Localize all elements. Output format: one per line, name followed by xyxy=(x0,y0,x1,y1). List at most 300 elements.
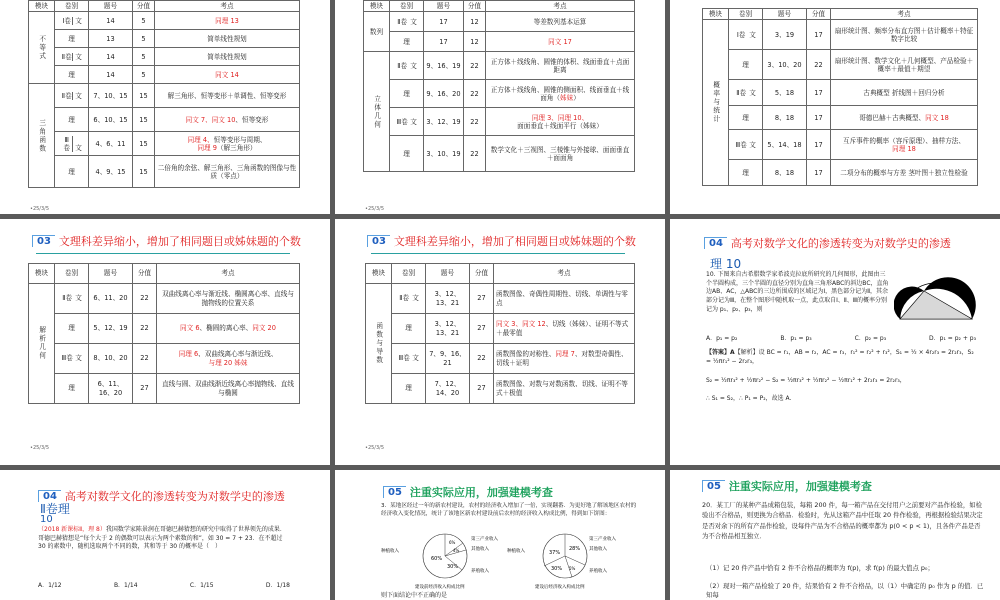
section-number-badge: 05 xyxy=(702,480,725,492)
vol-cell: 文 xyxy=(75,294,82,303)
header-volume: 卷别 xyxy=(729,9,763,20)
exam-table-sequence-solid xyxy=(363,0,635,172)
slide-header xyxy=(38,488,285,504)
number-cell: 14 xyxy=(89,12,133,30)
header-volume: 卷别 xyxy=(392,264,426,284)
pie2-value-tertiary: 28% xyxy=(569,546,581,552)
point-cell: 函数图像、奇偶性周期性、切线、单调性与零点 xyxy=(494,284,635,314)
header-number: 题号 xyxy=(424,1,464,12)
pie1-value-tertiary: 6% xyxy=(449,540,456,545)
vol-cell: 理 xyxy=(729,50,763,80)
point-red-text: 同理 18 xyxy=(892,144,916,153)
vol-cell: 理 xyxy=(392,374,426,404)
number-cell: 8、18 xyxy=(763,106,807,130)
exam-table-function-derivative xyxy=(365,263,635,404)
number-cell: 3、12、19 xyxy=(424,108,464,136)
module-cell: 三角函数 xyxy=(29,84,55,188)
score-cell: 15 xyxy=(133,132,155,156)
title-divider xyxy=(371,253,625,254)
table-row xyxy=(703,50,978,80)
table-row xyxy=(364,12,635,32)
table-row xyxy=(29,156,300,188)
vol-cell: 文 xyxy=(410,17,417,26)
question-prompt: 则下面结论中不正确的是 xyxy=(381,592,448,599)
point-text: 函数图像的对称性、 xyxy=(496,350,556,359)
number-cell: 7、9、16、21 xyxy=(426,344,470,374)
slide-header xyxy=(702,478,872,494)
question-tag: Ⅱ卷理 xyxy=(40,502,70,516)
section-number-badge: 04 xyxy=(38,490,61,502)
pie2-label-breeding: 养殖收入 xyxy=(589,569,607,574)
vol-label: Ⅱ卷 xyxy=(736,88,747,97)
score-cell: 22 xyxy=(464,108,486,136)
vol-cell: 文 xyxy=(412,354,419,363)
score-cell: 17 xyxy=(807,80,831,106)
point-text: 面面垂直＋线面平行（姊妹） xyxy=(517,121,603,130)
table-row xyxy=(703,106,978,130)
pie2-label-other: 其他收入 xyxy=(589,547,607,552)
number-cell: 3、12、13、21 xyxy=(426,314,470,344)
vol-label: Ⅰ卷 xyxy=(736,30,746,39)
table-row xyxy=(29,84,300,108)
table-header-row xyxy=(364,1,635,12)
point-text: 恒等变形与周期、 xyxy=(213,135,267,144)
score-cell: 22 xyxy=(470,344,494,374)
slide-title: 高考对数学文化的渗透转变为对数学史的渗透 xyxy=(730,237,951,250)
table-row xyxy=(29,48,300,66)
point-cell: 简单线性规划 xyxy=(155,48,300,66)
score-cell: 5 xyxy=(133,66,155,84)
question-part-1: （1）记 20 件产品中恰有 2 件不合格品的概率为 f(p)，求 f(p) 的最大值点 p₀； xyxy=(706,564,934,572)
vol-cell: 理 xyxy=(390,32,424,52)
point-text: 哥德巴赫＋古典概型、 xyxy=(859,113,926,122)
table-row xyxy=(703,80,978,106)
pie1-label-tertiary: 第三产业收入 xyxy=(471,537,498,542)
header-score: 分值 xyxy=(470,264,494,284)
number-cell: 5、14、18 xyxy=(763,130,807,160)
table-row xyxy=(364,32,635,52)
point-text: 、对数型奇偶性、切线＋证明 xyxy=(496,350,628,367)
vol-cell: 文 xyxy=(749,140,756,149)
score-cell: 27 xyxy=(470,284,494,314)
point-cell: 正方体＋线线角、圆锥的体积、线面垂直＋点面距离 xyxy=(486,52,635,80)
vol-cell: 文 xyxy=(75,16,82,25)
pie1-label-other: 其他收入 xyxy=(471,547,489,552)
vol-cell: 文 xyxy=(412,294,419,303)
table-row xyxy=(364,52,635,80)
header-volume: 卷别 xyxy=(55,1,89,12)
table-row xyxy=(366,314,635,344)
score-cell: 22 xyxy=(133,284,157,314)
vol-label: Ⅱ卷 xyxy=(61,52,72,61)
vol-cell: 文 xyxy=(75,354,82,363)
table-header-row xyxy=(29,1,300,12)
slide-title: 文理科差异缩小，增加了相同题目或姊妹题的个数 xyxy=(393,235,636,248)
table-row xyxy=(703,160,978,186)
score-cell: 27 xyxy=(133,374,157,404)
point-cell: 等差数列基本运算 xyxy=(486,12,635,32)
header-score: 分值 xyxy=(133,1,155,12)
pie-after xyxy=(507,534,616,590)
option-d: D．p₁ = p₂ + p₃ xyxy=(929,335,976,342)
score-cell: 15 xyxy=(133,84,155,108)
question-text: 10. 下图来自古希腊数学家希波克拉底所研究的几何图形，此图由三个半圆构成，三个半圆的直径分别为直角三角形ABC的斜边BC，直角边AB、AC，△ABC的三边所围成的区域记为Ⅰ，黑色部分记为Ⅱ，其余部分记为Ⅲ，在整个图形中随机取一点，此点取自Ⅰ、Ⅱ、Ⅲ的概率分别记为 p₁、p₂、p₃，则 xyxy=(706,271,889,313)
slide-title: 注重实际应用，加强建模考查 xyxy=(728,480,872,493)
solution-line-2: S₂ = ½πr₃² + ½πr₂² − S₂ = ½πr₃² + ½πr₂² − ½πr₁² + 2r₂r₃ = 2r₂r₃， xyxy=(706,377,906,384)
number-cell: 7、10、15 xyxy=(89,84,133,108)
number-cell: 9、16、19 xyxy=(424,52,464,80)
question-text: 我国数学家陈景润在哥德巴赫猜想的研究中取得了世界领先的成果．哥德巴赫猜想是“每个大于 2 的偶数可以表示为两个素数的和”，如 30 = 7 + 23．在不超过 30 的素数中，随机选取两个不同的数，其和等于 30 的概率是（ ） xyxy=(38,526,286,551)
point-red-text: 同文 18 xyxy=(925,113,949,122)
number-cell: 3、12、13、21 xyxy=(426,284,470,314)
vol-cell: 文 xyxy=(75,91,82,100)
exam-table-probability xyxy=(702,8,978,186)
score-cell: 12 xyxy=(464,32,486,52)
header-number: 题号 xyxy=(89,264,133,284)
point-cell: 二项分布的概率与方差 茎叶图＋独立性检验 xyxy=(831,160,978,186)
score-cell: 22 xyxy=(133,314,157,344)
score-cell: 5 xyxy=(133,30,155,48)
module-cell: 函数与导数 xyxy=(366,284,392,404)
vol-cell: 理 xyxy=(390,136,424,172)
table-row xyxy=(29,132,300,156)
point-text: 、恒等变形 xyxy=(235,115,269,124)
pie1-value-planting: 60% xyxy=(431,556,443,562)
slide-title: 高考对数学文化的渗透转变为对数学史的渗透 xyxy=(64,490,285,503)
score-cell: 22 xyxy=(464,52,486,80)
vol-label: Ⅲ卷 xyxy=(396,117,408,126)
score-cell: 22 xyxy=(133,344,157,374)
vol-cell: 文 xyxy=(75,143,82,152)
point-cell: 扇形统计图、频率分布直方图＋估计概率＋特征数字比较 xyxy=(831,20,978,50)
point-red-text: 同文 3、同文 12 xyxy=(496,320,546,329)
number-cell: 8、10、20 xyxy=(89,344,133,374)
answer-options xyxy=(38,582,290,591)
point-red-text: 同理 6 xyxy=(178,350,199,359)
pie-before xyxy=(381,534,498,590)
point-red-text: 同理 3、同理 10、 xyxy=(531,113,589,122)
point-cell: 双曲线离心率与渐近线、椭圆离心率、直线与抛物线的位置关系 xyxy=(157,284,300,314)
number-cell: 8、18 xyxy=(763,160,807,186)
vol-cell: 文 xyxy=(410,117,417,126)
table-row xyxy=(703,20,978,50)
vol-label: Ⅱ卷 xyxy=(61,91,72,100)
score-cell: 5 xyxy=(133,12,155,30)
question-source: （2018 新课标Ⅱ，理 8） xyxy=(38,526,106,533)
number-cell: 3、10、19 xyxy=(424,136,464,172)
point-cell xyxy=(831,130,978,160)
point-red-text: 姊妹 xyxy=(560,93,574,102)
vol-label: Ⅲ卷 xyxy=(61,354,73,363)
number-cell: 6、10、15 xyxy=(89,108,133,132)
table-row xyxy=(364,80,635,108)
table-row xyxy=(29,284,300,314)
number-cell: 17 xyxy=(424,12,464,32)
point-red-text: 同理 9 xyxy=(197,143,217,152)
score-cell: 17 xyxy=(807,160,831,186)
point-cell: 二倍角的余弦、解三角形、三角函数的图像与性质（零点） xyxy=(155,156,300,188)
point-cell xyxy=(494,344,635,374)
question-number-tag: 10 xyxy=(40,514,53,525)
header-point: 考点 xyxy=(157,264,300,284)
point-cell: 直线与圆、双曲线渐近线离心率抛物线、直线与椭圆 xyxy=(157,374,300,404)
table-row xyxy=(703,130,978,160)
vol-cell: 理 xyxy=(55,66,89,84)
slide-thumbnail-3[interactable] xyxy=(670,0,1000,214)
point-cell xyxy=(155,108,300,132)
point-cell: 扇形统计图、数学文化＋几何概型、产品检验＋概率＋最值＋期望 xyxy=(831,50,978,80)
header-number: 题号 xyxy=(763,9,807,20)
number-cell: 5、12、19 xyxy=(89,314,133,344)
solution-block xyxy=(706,349,976,366)
number-cell: 13 xyxy=(89,30,133,48)
slide-title: 文理科差异缩小，增加了相同题目或姊妹题的个数 xyxy=(58,235,301,248)
point-cell: 同理 13 xyxy=(155,12,300,30)
header-point: 考点 xyxy=(494,264,635,284)
point-text: 、椭圆的离心率、 xyxy=(199,324,253,333)
header-point: 考点 xyxy=(155,1,300,12)
module-cell: 数列 xyxy=(364,12,390,52)
vol-cell: 理 xyxy=(55,108,89,132)
pie2-value-breeding: 30% xyxy=(551,566,563,572)
option-c: C．p₂ = p₃ xyxy=(854,335,887,342)
number-cell: 4、9、15 xyxy=(89,156,133,188)
pie2-label-tertiary: 第三产业收入 xyxy=(589,537,616,542)
section-number-badge: 03 xyxy=(367,235,390,247)
vol-cell: 理 xyxy=(390,80,424,108)
number-cell: 3、19 xyxy=(763,20,807,50)
score-cell: 27 xyxy=(470,314,494,344)
point-cell xyxy=(157,314,300,344)
score-cell: 22 xyxy=(464,136,486,172)
table-row xyxy=(29,314,300,344)
point-cell: 古典概型 折线图＋回归分析 xyxy=(831,80,978,106)
module-cell: 解析几何 xyxy=(29,284,55,404)
table-row xyxy=(364,136,635,172)
vol-cell: 理 xyxy=(392,314,426,344)
point-cell xyxy=(157,344,300,374)
slide-header xyxy=(383,484,553,500)
number-cell: 5、18 xyxy=(763,80,807,106)
title-divider xyxy=(36,253,290,254)
table-row xyxy=(29,108,300,132)
vol-label: Ⅲ卷 xyxy=(735,140,747,149)
header-point: 考点 xyxy=(486,1,635,12)
slide-title: 注重实际应用，加强建模考查 xyxy=(409,486,553,499)
slide-thumbnail-7[interactable] xyxy=(0,470,330,600)
slide-thumbnail-8[interactable] xyxy=(335,470,665,600)
slide-thumbnail-4[interactable] xyxy=(0,219,330,465)
question-text: 3．某地区经过一年的新农村建设，农村的经济收入增加了一倍，实现翻番．为更好地了解该地区农村的经济收入变化情况，统计了该地区新农村建设前后农村的经济收入构成比例，得到如下饼图： xyxy=(381,503,637,518)
table-header-row xyxy=(366,264,635,284)
header-volume: 卷别 xyxy=(55,264,89,284)
header-score: 分值 xyxy=(133,264,157,284)
vol-label: Ⅱ卷 xyxy=(62,294,73,303)
table-row xyxy=(29,66,300,84)
slide-header xyxy=(367,233,636,249)
pie2-value-planting: 37% xyxy=(549,550,561,556)
table-row xyxy=(366,344,635,374)
point-red-text: 同理 7 xyxy=(555,350,575,359)
point-cell xyxy=(486,80,635,108)
score-cell: 17 xyxy=(807,106,831,130)
header-module: 模块 xyxy=(366,264,392,284)
pie1-label-planting: 种植收入 xyxy=(381,549,399,554)
slide-thumbnail-1[interactable] xyxy=(0,0,330,214)
score-cell: 12 xyxy=(464,12,486,32)
point-red-text: 同理 4、 xyxy=(187,135,214,144)
slide-footer-date: •25/3/5 xyxy=(30,206,50,212)
hippocrates-lune-figure xyxy=(894,271,978,327)
option-d: D．1/18 xyxy=(265,582,290,589)
point-cell xyxy=(494,314,635,344)
header-number: 题号 xyxy=(89,1,133,12)
header-module: 模块 xyxy=(29,1,55,12)
header-module: 模块 xyxy=(29,264,55,284)
header-score: 分值 xyxy=(464,1,486,12)
point-cell: 数学文化＋三视图、三棱锥与外接球、面面垂直＋面面角 xyxy=(486,136,635,172)
point-red-text: 同文 6 xyxy=(180,324,200,333)
exam-table-inequality-trig xyxy=(28,0,300,188)
point-cell: 函数图像、对数与对数函数、切线、证明不等式＋极值 xyxy=(494,374,635,404)
vol-cell: 理 xyxy=(55,374,89,404)
table-header-row xyxy=(29,264,300,284)
score-cell: 17 xyxy=(807,20,831,50)
number-cell: 6、11、16、20 xyxy=(89,374,133,404)
vol-label: Ⅲ卷 xyxy=(61,136,73,152)
point-text: 、切线（姊妹）、证明不等式＋最零值 xyxy=(496,320,629,337)
slide-header xyxy=(32,233,301,249)
point-red-text: 与理 20 姊妹 xyxy=(208,358,248,367)
point-text: 正方体＋线线角、圆锥的侧面积、线面垂直＋线面角（ xyxy=(490,85,630,102)
vol-label: Ⅰ卷 xyxy=(61,17,73,25)
vol-cell: 文 xyxy=(75,52,82,61)
point-cell xyxy=(155,132,300,156)
table-row xyxy=(29,374,300,404)
number-cell: 17 xyxy=(424,32,464,52)
pie2-caption: 建设后经济收入构成比例 xyxy=(535,585,585,590)
point-red-text: 同文 20 xyxy=(252,324,276,333)
vol-cell: 文 xyxy=(749,30,756,39)
option-b: B．1/14 xyxy=(113,582,138,589)
point-text: 互斥事件的概率（容斥原理）、抽样方法、 xyxy=(843,136,965,145)
score-cell: 15 xyxy=(133,108,155,132)
table-row xyxy=(366,374,635,404)
vol-cell: 文 xyxy=(410,61,417,70)
point-red-text: 同文 7、同文 10 xyxy=(185,115,236,124)
answer-label: 【答案】A xyxy=(706,349,735,356)
header-volume: 卷别 xyxy=(390,1,424,12)
pie1-value-other: 4% xyxy=(453,548,460,553)
header-point: 考点 xyxy=(831,9,978,20)
vol-cell: 文 xyxy=(749,88,756,97)
score-cell: 5 xyxy=(133,48,155,66)
table-header-row xyxy=(703,9,978,20)
question-part-2: （2）现对一箱产品检验了 20 件，结果恰有 2 件不合格品，以（1）中确定的 p₀ 作为 p 的值．已知每 xyxy=(706,582,984,600)
vol-label: Ⅱ卷 xyxy=(399,294,410,303)
table-row xyxy=(29,12,300,30)
header-number: 题号 xyxy=(426,264,470,284)
module-cell: 立体几何 xyxy=(364,52,390,172)
option-b: B．p₁ = p₃ xyxy=(780,335,812,342)
slide-thumbnail-2[interactable] xyxy=(335,0,665,214)
question-text: 20．某工厂的某种产品成箱包装，每箱 200 件，每一箱产品在交付用户之前要对产品作检验，如检验出不合格品，则更换为合格品．检验时，先从这箱产品中任取 20 件作检验，再根据检验结果决定是否对余下的所有产品作检验，设每件产品为不合格品的概率都为 p(0 < p < 1)，且各件产品是否为不合格品相互独立． xyxy=(702,501,983,540)
table-row xyxy=(366,284,635,314)
vol-label: Ⅱ卷 xyxy=(397,17,408,26)
pie1-label-breeding: 养殖收入 xyxy=(471,569,489,574)
slide-thumbnail-9[interactable] xyxy=(670,470,1000,600)
header-module: 模块 xyxy=(364,1,390,12)
pie1-value-breeding: 30% xyxy=(447,564,459,570)
vol-cell: 理 xyxy=(55,156,89,188)
section-number-badge: 05 xyxy=(383,486,406,498)
point-text: （解三角形） xyxy=(216,143,257,152)
score-cell: 22 xyxy=(807,50,831,80)
table-row xyxy=(364,108,635,136)
module-cell: 不等式 xyxy=(29,12,55,84)
point-text: ） xyxy=(573,93,580,102)
pie1-caption: 建设前经济收入构成比例 xyxy=(415,585,465,590)
slide-footer-date: •25/3/5 xyxy=(365,445,385,451)
header-module: 模块 xyxy=(703,9,729,20)
number-cell: 3、10、20 xyxy=(763,50,807,80)
point-text: 、双曲线离心率与渐近线、 xyxy=(198,350,278,359)
option-c: C．1/15 xyxy=(189,582,214,589)
pie2-label-planting: 种植收入 xyxy=(507,549,525,554)
question-text-block xyxy=(38,526,290,552)
vol-label: Ⅲ卷 xyxy=(398,354,410,363)
solution-line-3: ∴ S₁ = S₂，∴ P₁ = P₂，故选 A. xyxy=(706,395,792,402)
point-cell: 同文 17 xyxy=(486,32,635,52)
score-cell: 17 xyxy=(807,130,831,160)
option-a: A．1/12 xyxy=(38,582,62,589)
number-cell: 6、11、20 xyxy=(89,284,133,314)
number-cell: 4、6、11 xyxy=(89,132,133,156)
vol-cell: 理 xyxy=(729,160,763,186)
exam-table-analytic-geometry xyxy=(28,263,300,404)
vol-label: Ⅱ卷 xyxy=(397,61,408,70)
header-score: 分值 xyxy=(807,9,831,20)
vol-cell: 理 xyxy=(55,314,89,344)
option-a: A．p₁ = p₂ xyxy=(706,335,738,342)
point-cell: 同文 14 xyxy=(155,66,300,84)
point-cell: 解三角形、恒等变形＋单调性、恒等变形 xyxy=(155,84,300,108)
section-number-badge: 04 xyxy=(704,237,727,249)
pie-charts-comparison xyxy=(379,530,619,592)
score-cell: 15 xyxy=(133,156,155,188)
vol-cell: 理 xyxy=(729,106,763,130)
number-cell: 14 xyxy=(89,48,133,66)
point-cell xyxy=(831,106,978,130)
point-cell xyxy=(486,108,635,136)
slide-thumbnail-6[interactable] xyxy=(670,219,1000,465)
slide-thumbnail-5[interactable] xyxy=(335,219,665,465)
number-cell: 14 xyxy=(89,66,133,84)
section-number-badge: 03 xyxy=(32,235,55,247)
vol-cell: 理 xyxy=(55,30,89,48)
number-cell: 7、12、14、20 xyxy=(426,374,470,404)
question-tag: 理 10 xyxy=(710,257,742,271)
module-cell: 概率与统计 xyxy=(703,20,729,186)
table-row xyxy=(29,30,300,48)
answer-options xyxy=(706,335,976,344)
number-cell: 9、16、20 xyxy=(424,80,464,108)
table-row xyxy=(29,344,300,374)
score-cell: 22 xyxy=(464,80,486,108)
slide-header xyxy=(704,235,951,251)
pie2-value-other: 5% xyxy=(569,566,576,571)
slide-footer-date: •25/3/5 xyxy=(365,206,385,212)
